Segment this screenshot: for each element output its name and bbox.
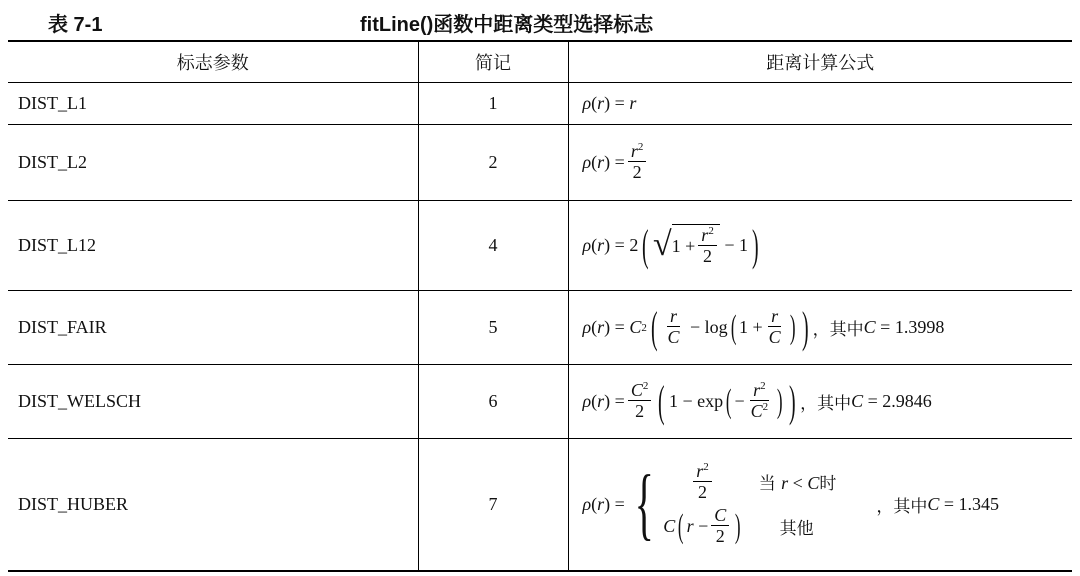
code-cell: 4: [418, 201, 568, 291]
header-row: [8, 41, 1072, 83]
table-row: [8, 83, 1072, 125]
formula-l12: ρ ( r ) = 2 ( √ 1 + $\frac{r^2}{2}$ − 1 ): [582, 220, 759, 270]
code-cell: 1: [418, 83, 568, 125]
code-cell: 7: [418, 439, 568, 571]
formula-welsch: ρ ( r ) = $\frac{C^2}{2}$ ( 1 − exp ( − $\frac{r^2}{C^2}$ ) ) ，其中 C = 2.9846: [582, 376, 932, 426]
formula-cell: [568, 291, 1072, 365]
code-cell: 5: [418, 291, 568, 365]
distance-type-table: [8, 40, 1072, 572]
flag-cell: DIST_L1: [8, 83, 418, 125]
header-code: 简记: [418, 41, 568, 83]
flag-cell: DIST_FAIR: [8, 291, 418, 365]
header-formula: 距离计算公式: [568, 41, 1072, 83]
table-row: [8, 291, 1072, 365]
code-cell: 6: [418, 365, 568, 439]
table-title: fitLine()函数中距离类型选择标志: [360, 14, 654, 36]
formula-cell: [568, 125, 1072, 201]
code-cell: 2: [418, 125, 568, 201]
flag-cell: DIST_L2: [8, 125, 418, 201]
header-flag: 标志参数: [8, 41, 418, 83]
flag-cell: DIST_WELSCH: [8, 365, 418, 439]
formula-cell: [568, 439, 1072, 571]
table-row: [8, 125, 1072, 201]
formula-cell: [568, 365, 1072, 439]
table-row: [8, 365, 1072, 439]
table-row: [8, 201, 1072, 291]
formula-l1: ρ ( r ) = r: [582, 93, 637, 113]
formula-fair: ρ ( r ) = C 2 ( $\frac{r}{C}$ − log ( 1 + $\frac{r}{C}$ ) ) ，其中 C = 1.3998: [582, 302, 945, 352]
formula-cell: [568, 201, 1072, 291]
formula-l2: ρ ( r ) = $\frac{r^2}{2}$: [583, 142, 650, 183]
flag-cell: DIST_L12: [8, 201, 418, 291]
table-row: [8, 439, 1072, 571]
table-number: 表 7-1: [48, 14, 103, 36]
formula-huber: ρ ( r ) = { $\frac{r^2}{2}$ 当 r < C时 C ( r − $\frac{C}{2}$ ) 其他 ，其中 C = 1.345: [582, 460, 999, 549]
formula-cell: [568, 83, 1072, 125]
flag-cell: DIST_HUBER: [8, 439, 418, 571]
